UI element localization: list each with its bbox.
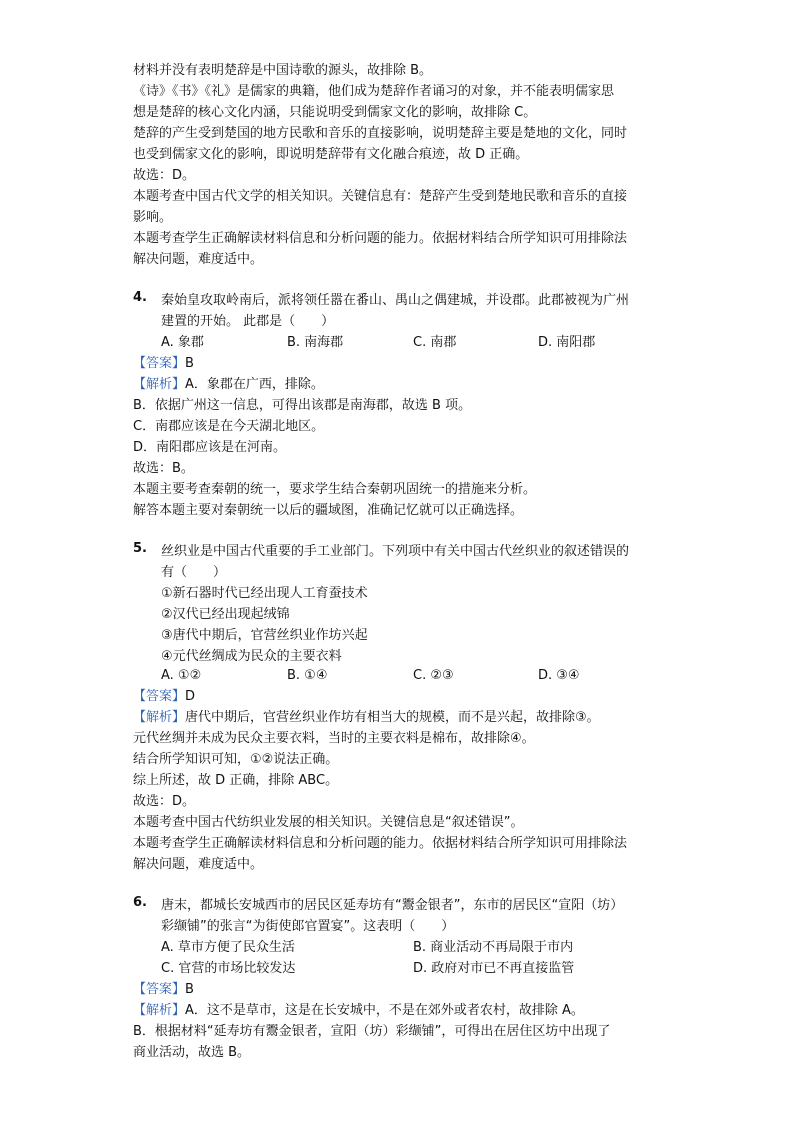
answer-value: B (185, 982, 194, 997)
explanation-line: 解答本题主要对秦朝统一以后的疆域图，准确记忆就可以正确选择。 (133, 503, 524, 518)
statement-item: ①新石器时代已经出现人工育蚕技术 (161, 586, 368, 601)
question-stem: 彩缬铺”的张言“为街使郎官置宴”。这表明（ ） (161, 919, 455, 934)
explanation-line: 故选：D。 (133, 794, 196, 809)
question-number: 5. (133, 541, 147, 556)
text-line: 也受到儒家文化的影响，即说明楚辞带有文化融合痕迹，故 D 正确。 (133, 147, 529, 162)
option-a: A. ①② (161, 668, 202, 683)
option-c: C. ②③ (413, 668, 454, 683)
explanation-line: 元代丝绸并未成为民众主要衣料，当时的主要衣料是棉布，故排除④。 (133, 731, 535, 746)
explanation-line: 商业活动，故选 B。 (133, 1045, 251, 1060)
text-line: 解决问题，难度适中。 (133, 252, 264, 267)
explanation-line: 解决问题，难度适中。 (133, 857, 264, 872)
explanation-text: A．象郡在广西，排除。 (185, 377, 324, 392)
answer-tag: 【答案】 (133, 982, 186, 997)
explanation-line: B．根据材料“延寿坊有鬻金银者，宣阳（坊）彩缬铺”，可得出在居住区坊中出现了 (133, 1024, 611, 1039)
option-c: C. 官营的市场比较发达 (161, 961, 296, 976)
explanation-line: B．依据广州这一信息，可得出该郡是南海郡，故选 B 项。 (133, 398, 472, 413)
text-line: 故选：D。 (133, 168, 196, 183)
option-d: D. 政府对市已不再直接监管 (413, 961, 575, 976)
option-b: B. 南海郡 (287, 335, 344, 350)
question-number: 4. (133, 290, 147, 305)
question-number: 6. (133, 895, 147, 910)
explanation-line: 故选：B。 (133, 461, 194, 476)
question-stem: 丝织业是中国古代重要的手工业部门。下列项中有关中国古代丝织业的叙述错误的 (161, 544, 630, 559)
option-a: A. 草市方便了民众生活 (161, 940, 295, 955)
explanation-line (133, 375, 324, 395)
explanation-tag: 【解析】 (133, 710, 186, 725)
explanation-line: D．南阳郡应该是在河南。 (133, 440, 287, 455)
explanation-tag: 【解析】 (133, 1003, 186, 1018)
statement-item: ②汉代已经出现起绒锦 (161, 607, 290, 622)
option-b: B. 商业活动不再局限于市内 (413, 940, 574, 955)
explanation-line (133, 1001, 584, 1021)
text-line: 《诗》《书》《礼》是儒家的典籍，他们成为楚辞作者诵习的对象，并不能表明儒家思 (133, 84, 615, 99)
question-stem: 有（ ） (161, 565, 227, 580)
explanation-line: 本题考查中国古代纺织业发展的相关知识。关键信息是“叙述错误”。 (133, 815, 524, 830)
option-b: B. ①④ (287, 668, 328, 683)
answer-value: B (185, 356, 194, 371)
answer-value: D (185, 689, 196, 704)
question-stem: 唐末，都城长安城西市的居民区延寿坊有“鬻金银者”，东市的居民区“宣阳（坊） (161, 898, 624, 913)
explanation-text: 唐代中期后，官营丝织业作坊有相当大的规模，而不是兴起，故排除③。 (185, 710, 600, 725)
text-line: 材料并没有表明楚辞是中国诗歌的源头，故排除 B。 (133, 63, 433, 78)
explanation-line: 综上所述，故 D 正确，排除 ABC。 (133, 773, 339, 788)
explanation-line: 本题考查学生正确解读材料信息和分析问题的能力。依据材料结合所学知识可用排除法 (133, 836, 628, 851)
explanation-line (133, 708, 600, 728)
option-c: C. 南郡 (413, 335, 457, 350)
option-d: D. ③④ (538, 668, 580, 683)
question-stem: 秦始皇攻取岭南后，派将领任嚣在番山、禺山之偶建城，并设郡。此郡被视为广州 (161, 293, 630, 308)
text-line: 本题考查中国古代文学的相关知识。关键信息有：楚辞产生受到楚地民歌和音乐的直接 (133, 189, 628, 204)
text-line: 本题考查学生正确解读材料信息和分析问题的能力。依据材料结合所学知识可用排除法 (133, 231, 628, 246)
explanation-line: C．南郡应该是在今天湖北地区。 (133, 419, 325, 434)
option-a: A. 象郡 (161, 335, 204, 350)
option-d: D. 南阳郡 (538, 335, 596, 350)
explanation-line: 本题主要考查秦朝的统一，要求学生结合秦朝巩固统一的措施来分析。 (133, 482, 537, 497)
text-line: 影响。 (133, 210, 173, 225)
question-stem: 建置的开始。 此郡是（ ） (161, 314, 335, 329)
answer-tag: 【答案】 (133, 356, 186, 371)
answer-line (133, 687, 195, 707)
statement-item: ④元代丝绸成为民众的主要衣料 (161, 649, 342, 664)
answer-line (133, 354, 194, 374)
text-line: 想是楚辞的核心文化内涵，只能说明受到儒家文化的影响，故排除 C。 (133, 105, 537, 120)
answer-tag: 【答案】 (133, 689, 186, 704)
explanation-text: A．这不是草市，这是在长安城中，不是在郊外或者农村，故排除 A。 (185, 1003, 584, 1018)
statement-item: ③唐代中期后，官营丝织业作坊兴起 (161, 628, 368, 643)
answer-line (133, 980, 194, 1000)
explanation-line: 结合所学知识可知，①②说法正确。 (133, 752, 339, 767)
explanation-tag: 【解析】 (133, 377, 186, 392)
text-line: 楚辞的产生受到楚国的地方民歌和音乐的直接影响，说明楚辞主要是楚地的文化，同时 (133, 126, 628, 141)
